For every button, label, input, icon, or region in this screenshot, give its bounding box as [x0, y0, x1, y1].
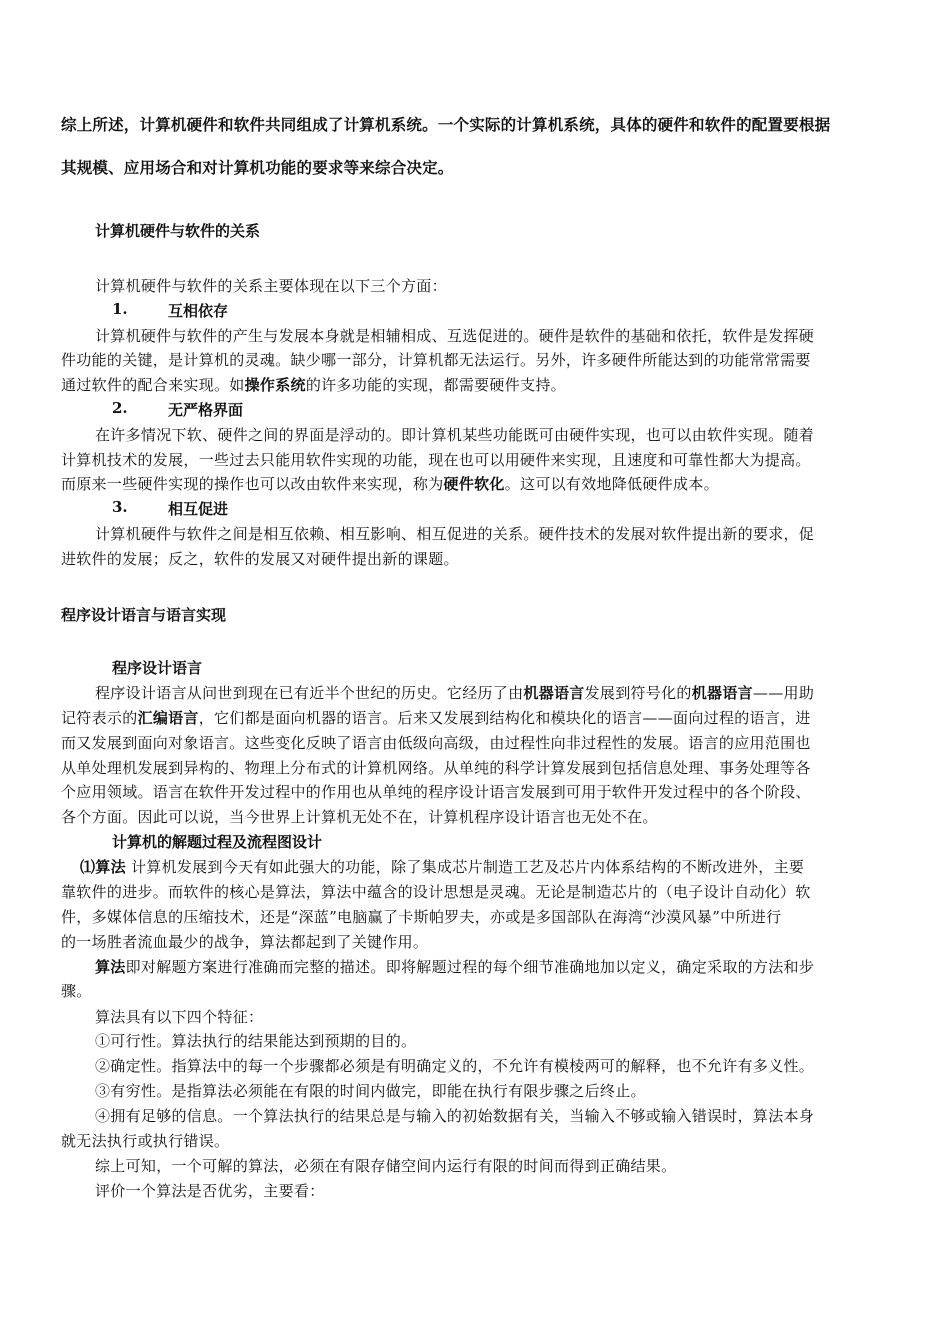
paragraph-line: [61, 707, 811, 728]
paragraph-line: 件功能的关键，是计算机的灵魂。缺少哪一部分，计算机都无法运行。另外，许多硬件所能达到的功能常常需要: [61, 351, 811, 369]
term-hardware-softening: 硬件软化: [443, 475, 505, 493]
text-span: 发展到符号化的: [584, 684, 692, 702]
item-number: 3.: [112, 498, 128, 516]
paragraph-line: [61, 374, 566, 395]
evaluation-line: 评价一个算法是否优劣，主要看：: [95, 1182, 325, 1200]
intro-line-2: 其规模、应用场合和对计算机功能的要求等来综合决定。: [61, 159, 454, 177]
section-heading-hw-sw-relation: 计算机硬件与软件的关系: [95, 222, 261, 240]
text-span: 通过软件的配合来实现。如: [61, 376, 245, 394]
paragraph-line: 个应用领域。语言在软件开发过程中的作用也从单纯的程序设计语言发展到可用于软件开发过程中的各个阶段、: [61, 783, 811, 801]
item-title-mutual-promotion: 相互促进: [168, 500, 229, 518]
item-number: 2.: [112, 399, 128, 417]
item-title-no-strict-boundary: 无严格界面: [168, 401, 244, 419]
subheading-problem-solving: 计算机的解题过程及流程图设计: [112, 833, 323, 851]
text-span: 计算机发展到今天有如此强大的功能，除了集成芯片制造工艺及芯片内体系结构的不断改进外，主要: [125, 858, 805, 876]
text-span: 而原来一些硬件实现的操作也可以改由软件来实现，称为: [61, 475, 444, 493]
paragraph-line: 各个方面。因此可以说，当今世界上计算机无处不在，计算机程序设计语言也无处不在。: [61, 808, 658, 826]
paragraph-line: 而又发展到面向对象语言。这些变化反映了语言由低级向高级，由过程性向非过程性的发展。语言的应用范围也: [61, 734, 811, 752]
paragraph-line: 骤。: [61, 982, 92, 1000]
paragraph-line: 就无法执行或执行错误。: [61, 1132, 230, 1150]
feature-feasibility: ①可行性。算法执行的结果能达到预期的目的。: [95, 1032, 417, 1050]
text-span: 的许多功能的实现，都需要硬件支持。: [305, 376, 566, 394]
paragraph-line: 计算机硬件与软件之间是相互依赖、相互影响、相互促进的关系。硬件技术的发展对软件提出新的要求，促: [95, 525, 815, 543]
paragraph-line: [80, 856, 804, 877]
term-machine-language: 机器语言: [523, 684, 585, 702]
item-number: 1.: [112, 300, 128, 318]
paragraph-line: 件，多媒体信息的压缩技术，还是“深蓝”电脑赢了卡斯帕罗夫，亦或是多国部队在海湾“沙漠风暴”中所进行: [61, 908, 782, 926]
section-heading-programming-languages: 程序设计语言与语言实现: [61, 606, 227, 624]
item-title-interdependence: 互相依存: [168, 302, 229, 320]
paragraph-line: 的一场胜者流血最少的战争，算法都起到了关键作用。: [61, 933, 429, 951]
text-span: 。这可以有效地降低硬件成本。: [504, 475, 719, 493]
paragraph-line: [95, 682, 814, 703]
intro-line-1: 综上所述，计算机硬件和软件共同组成了计算机系统。一个实际的计算机系统，具体的硬件和软件的配置要根据: [61, 116, 831, 134]
term-algorithm-label: ⑴算法: [80, 858, 126, 876]
paragraph-line: 计算机硬件与软件的产生与发展本身就是相辅相成、互选促进的。硬件是软件的基础和依托，软件是发挥硬: [95, 327, 815, 345]
paragraph-line: 计算机技术的发展，一些过去只能用软件实现的功能，现在也可以用硬件来实现，且速度和可靠性都大为提高。: [61, 451, 811, 469]
paragraph-line: [95, 956, 814, 977]
subheading-programming-language: 程序设计语言: [112, 659, 203, 677]
text-span: 程序设计语言从问世到现在已有近半个世纪的历史。它经历了由: [95, 684, 524, 702]
paragraph-line: 从单处理机发展到异构的、物理上分布式的计算机网络。从单纯的科学计算发展到包括信息处理、事务处理等各: [61, 759, 811, 777]
text-span: ——用助: [752, 684, 815, 702]
term-algorithm: 算法: [95, 958, 126, 976]
text-span: ，它们都是面向机器的语言。后来又发展到结构化和模块化的语言——面向过程的语言，进: [198, 709, 811, 727]
text-span: 记符表示的: [61, 709, 138, 727]
features-lead: 算法具有以下四个特征：: [95, 1008, 264, 1026]
term-operating-system: 操作系统: [244, 376, 306, 394]
conclusion-line: 综上可知，一个可解的算法，必须在有限存储空间内运行有限的时间而得到正确结果。: [95, 1157, 677, 1175]
section1-lead: 计算机硬件与软件的关系主要体现在以下三个方面：: [95, 277, 447, 295]
paragraph-line: 靠软件的进步。而软件的核心是算法，算法中蕴含的设计思想是灵魂。无论是制造芯片的（电子设计自动化）软: [61, 883, 811, 901]
paragraph-line: 在许多情况下软、硬件之间的界面是浮动的。即计算机某些功能既可由硬件实现，也可以由软件实现。随着: [95, 426, 815, 444]
feature-definiteness: ②确定性。指算法中的每一个步骤都必须是有明确定义的，不允许有模棱两可的解释，也不允许有多义性。: [95, 1057, 815, 1075]
paragraph-line: 进软件的发展；反之，软件的发展又对硬件提出新的课题。: [61, 550, 459, 568]
feature-finiteness: ③有穷性。是指算法必须能在有限的时间内做完，即能在执行有限步骤之后终止。: [95, 1082, 646, 1100]
term-machine-language: 机器语言: [691, 684, 753, 702]
term-assembly-language: 汇编语言: [137, 709, 199, 727]
paragraph-line: [61, 473, 719, 494]
feature-sufficient-info: ④拥有足够的信息。一个算法执行的结果总是与输入的初始数据有关，当输入不够或输入错误时，算法本身: [95, 1107, 815, 1125]
text-span: 即对解题方案进行准确而完整的描述。即将解题过程的每个细节准确地加以定义，确定采取的方法和步: [125, 958, 815, 976]
